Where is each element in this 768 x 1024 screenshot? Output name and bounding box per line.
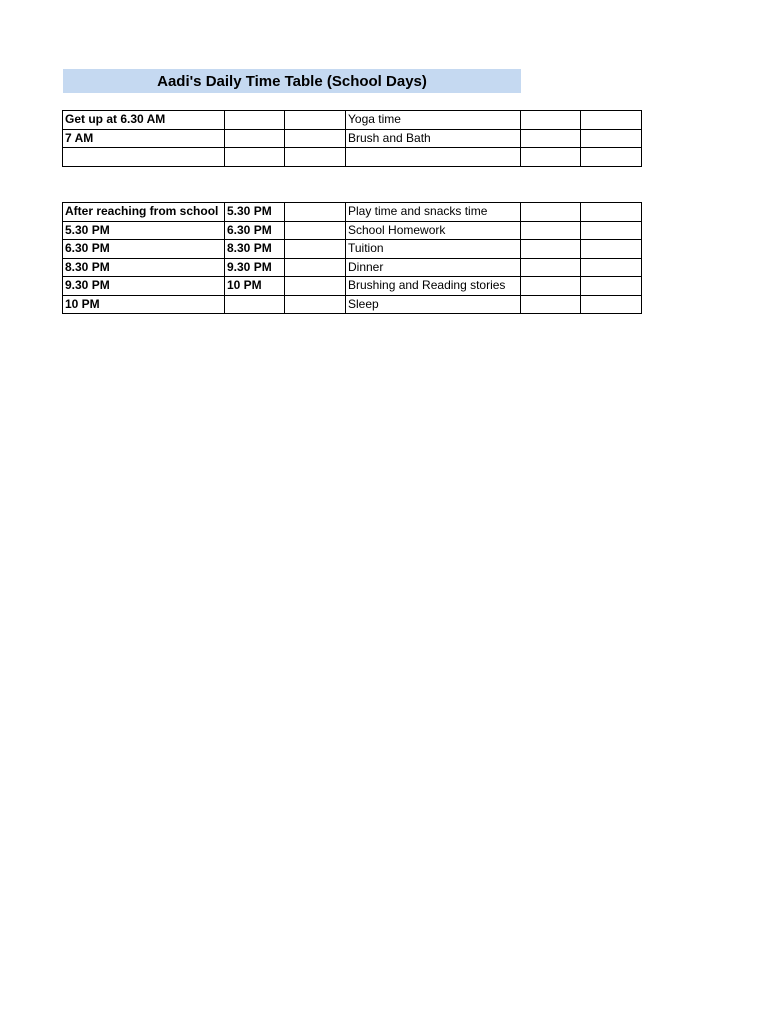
table-row <box>63 221 642 240</box>
table-row <box>63 258 642 277</box>
extra-cell[interactable] <box>581 111 642 130</box>
table-row <box>63 277 642 296</box>
extra-cell[interactable] <box>581 240 642 259</box>
time-to-cell[interactable]: 8.30 PM <box>225 240 285 259</box>
morning-schedule-table <box>62 110 642 167</box>
activity-cell[interactable]: Play time and snacks time <box>346 203 521 222</box>
extra-cell[interactable] <box>581 221 642 240</box>
activity-cell[interactable]: Sleep <box>346 295 521 314</box>
table-row <box>63 203 642 222</box>
time-from-cell[interactable]: 10 PM <box>63 295 225 314</box>
activity-cell[interactable]: Brushing and Reading stories <box>346 277 521 296</box>
activity-cell[interactable]: Brush and Bath <box>346 129 521 148</box>
activity-cell[interactable] <box>346 148 521 167</box>
extra-cell[interactable] <box>521 277 581 296</box>
extra-cell[interactable] <box>581 203 642 222</box>
time-to-cell[interactable] <box>225 295 285 314</box>
extra-cell[interactable] <box>581 277 642 296</box>
extra-cell[interactable] <box>521 221 581 240</box>
blank-cell[interactable] <box>285 240 346 259</box>
table-row <box>63 111 642 130</box>
blank-cell[interactable] <box>285 148 346 167</box>
table-row <box>63 148 642 167</box>
time-to-cell[interactable]: 6.30 PM <box>225 221 285 240</box>
blank-cell[interactable] <box>285 111 346 130</box>
extra-cell[interactable] <box>581 295 642 314</box>
blank-cell[interactable] <box>285 295 346 314</box>
page-title: Aadi's Daily Time Table (School Days) <box>63 69 521 93</box>
extra-cell[interactable] <box>521 111 581 130</box>
extra-cell[interactable] <box>581 148 642 167</box>
extra-cell[interactable] <box>521 148 581 167</box>
blank-cell[interactable] <box>285 203 346 222</box>
time-from-cell[interactable]: Get up at 6.30 AM <box>63 111 225 130</box>
time-to-cell[interactable]: 10 PM <box>225 277 285 296</box>
blank-cell[interactable] <box>285 129 346 148</box>
extra-cell[interactable] <box>521 258 581 277</box>
time-from-cell[interactable]: 6.30 PM <box>63 240 225 259</box>
extra-cell[interactable] <box>581 258 642 277</box>
time-to-cell[interactable] <box>225 148 285 167</box>
time-from-cell[interactable]: 5.30 PM <box>63 221 225 240</box>
activity-cell[interactable]: Tuition <box>346 240 521 259</box>
blank-cell[interactable] <box>285 277 346 296</box>
blank-cell[interactable] <box>285 258 346 277</box>
table-row <box>63 129 642 148</box>
activity-cell[interactable]: School Homework <box>346 221 521 240</box>
time-from-cell[interactable]: 7 AM <box>63 129 225 148</box>
table-row <box>63 240 642 259</box>
time-from-cell[interactable]: 9.30 PM <box>63 277 225 296</box>
time-to-cell[interactable] <box>225 129 285 148</box>
time-from-cell[interactable] <box>63 148 225 167</box>
time-to-cell[interactable]: 9.30 PM <box>225 258 285 277</box>
extra-cell[interactable] <box>521 129 581 148</box>
blank-cell[interactable] <box>285 221 346 240</box>
extra-cell[interactable] <box>581 129 642 148</box>
time-from-cell[interactable]: After reaching from school <box>63 203 225 222</box>
activity-cell[interactable]: Yoga time <box>346 111 521 130</box>
extra-cell[interactable] <box>521 295 581 314</box>
extra-cell[interactable] <box>521 240 581 259</box>
table-row <box>63 295 642 314</box>
evening-schedule-table <box>62 202 642 314</box>
time-from-cell[interactable]: 8.30 PM <box>63 258 225 277</box>
extra-cell[interactable] <box>521 203 581 222</box>
activity-cell[interactable]: Dinner <box>346 258 521 277</box>
time-to-cell[interactable]: 5.30 PM <box>225 203 285 222</box>
time-to-cell[interactable] <box>225 111 285 130</box>
